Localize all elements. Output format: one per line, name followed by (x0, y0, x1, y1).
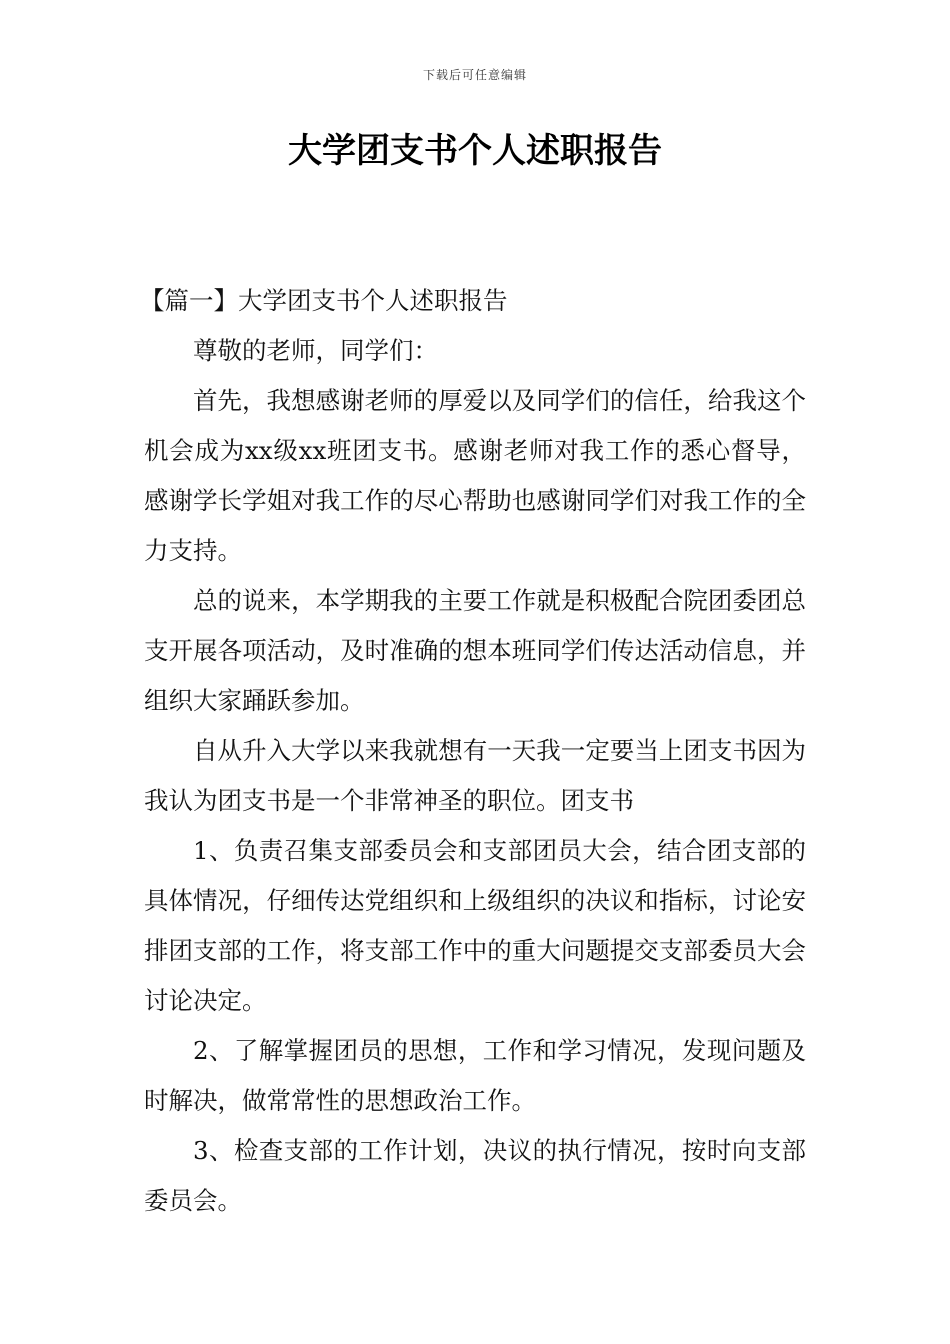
document-body (140, 276, 806, 1226)
thanks-paragraph: 首先，我想感谢老师的厚爱以及同学们的信任，给我这个机会成为xx级xx班团支书。感谢老师对我工作的悉心督导，感谢学长学姐对我工作的尽心帮助也感谢同学们对我工作的全力支持。 (144, 386, 806, 565)
motivation-paragraph: 自从升入大学以来我就想有一天我一定要当上团支书因为我认为团支书是一个非常神圣的职位。团支书 (144, 736, 806, 815)
document-title: 大学团支书个人述职报告 (288, 131, 662, 171)
summary-paragraph: 总的说来，本学期我的主要工作就是积极配合院团委团总支开展各项活动，及时准确的想本班同学们传达活动信息，并组织大家踊跃参加。 (144, 586, 806, 715)
section-heading: 【篇一】大学团支书个人述职报告 (140, 286, 508, 315)
duty-item-2: 2、了解掌握团员的思想，工作和学习情况，发现问题及时解决，做常常性的思想政治工作。 (144, 1036, 806, 1115)
page-header-note: 下载后可任意编辑 (422, 68, 527, 82)
duty-item-1: 1、负责召集支部委员会和支部团员大会，结合团支部的具体情况，仔细传达党组织和上级组织的决议和指标，讨论安排团支部的工作，将支部工作中的重大问题提交支部委员大会讨论决定。 (144, 836, 806, 1015)
salutation-paragraph: 尊敬的老师，同学们： (193, 336, 438, 365)
duty-item-3: 3、检查支部的工作计划，决议的执行情况，按时向支部委员会。 (144, 1136, 806, 1215)
